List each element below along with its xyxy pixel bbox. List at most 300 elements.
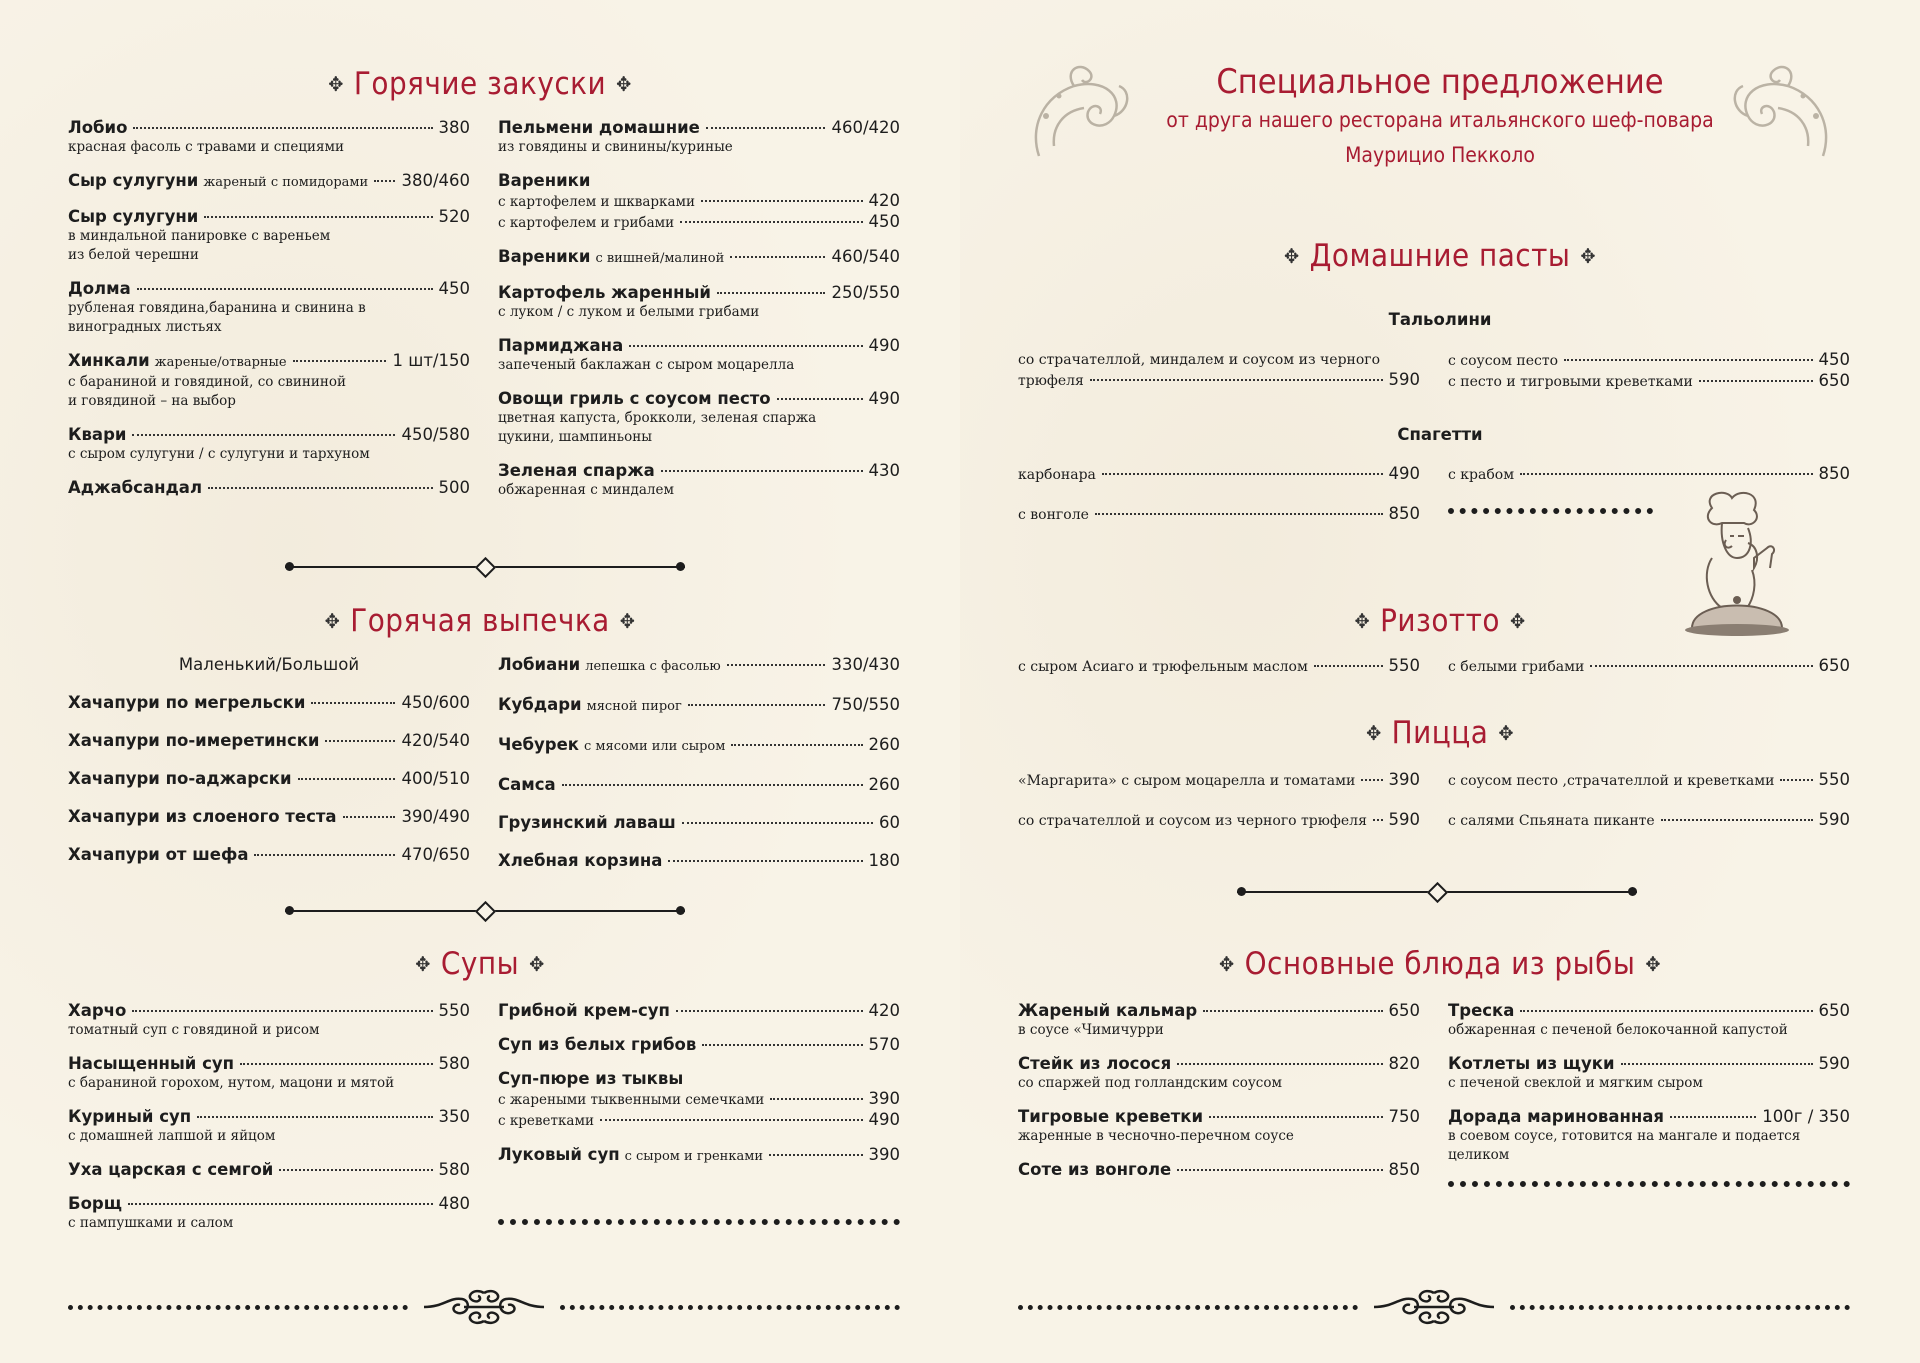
dish-name: с соусом песто [1448,353,1559,369]
menu-item-row [68,118,470,138]
menu-item [1448,350,1850,371]
bakery-column-2 [498,655,900,889]
menu-item-row [1448,1054,1850,1074]
scroll-ornament-icon [424,1287,544,1327]
menu-item-row [68,1001,470,1021]
menu-item-row [68,207,470,227]
dot-leader [1520,1010,1812,1012]
dish-description: целиком [1448,1147,1510,1163]
ornament-icon: ✥ [1284,244,1300,268]
dish-name: Сыр сулугуни [68,171,199,190]
menu-item-row [498,655,900,677]
dot-leader [1661,819,1813,821]
dish-description: рубленая говядина,баранина и свинина в [68,300,366,316]
menu-item-row [498,461,900,481]
dish-price: 390 [1388,770,1420,789]
dish-name: с песто и тигровыми креветками [1448,374,1693,390]
dot-leader [132,434,395,436]
risotto-right [1448,656,1850,677]
variant-name: с картофелем и шкварками [498,194,696,210]
dish-price: 350 [438,1107,470,1126]
menu-item-row [68,478,470,498]
dish-variant [498,1110,900,1131]
dot-leader [1177,1063,1382,1065]
dot-leader [730,256,825,258]
soups-column-2 [498,1001,900,1181]
menu-item-row [498,775,900,795]
soups-column-1 [68,1001,470,1247]
dish-price: 1 шт/150 [392,351,470,370]
menu-item [498,813,900,833]
ornament-icon: ✥ [529,952,545,976]
dot-leader [1373,819,1383,821]
dish-name: Суп-пюре из тыквы [498,1069,684,1088]
dish-note: с вишней/малиной [595,251,725,266]
chef-name: Маурицио Пекколо [1345,143,1535,167]
variant-name: с жареными тыквенными семечками [498,1092,765,1108]
dish-name: Суп из белых грибов [498,1035,697,1054]
tagliolini-left: со страчателлой, миндалем и соусом из черного трюфеля 590 [1018,352,1420,389]
menu-item [68,845,470,865]
menu-item [1448,1054,1850,1093]
dish-price: 380 [438,118,470,137]
hot-snacks-column-2 [498,118,900,514]
dot-leader [770,1098,862,1100]
menu-item-row [68,769,470,789]
ornament-icon: ✥ [1645,952,1661,976]
dot-leader [137,288,433,290]
menu-item-row [1018,1107,1420,1127]
menu-item [68,425,470,464]
dish-price: 650 [1818,371,1850,390]
dish-name: Хлебная корзина [498,851,663,870]
dot-leader [279,1169,432,1171]
menu-item-row [498,1145,900,1167]
menu-item [498,1069,900,1131]
menu-item-row [1018,1001,1420,1021]
dot-leader [240,1063,432,1065]
dish-name: Хачапури по-имеретински [68,731,320,750]
dish-price: 450 [438,279,470,298]
footer-ornament [68,1283,900,1323]
ornament-icon: ✥ [324,609,341,633]
menu-item [68,351,470,411]
dish-price: 570 [868,1035,900,1054]
menu-item [1448,810,1850,831]
menu-item [498,695,900,717]
ornament-icon: ✥ [1509,609,1526,633]
dish-name: Пармиджана [498,336,624,355]
dish-name: Хачапури по мегрельски [68,693,306,712]
dish-price: 750/550 [831,695,900,714]
dish-price: 100г / 350 [1762,1107,1850,1126]
dish-price: 390 [868,1145,900,1164]
menu-item [68,731,470,751]
ornament-icon: ✥ [1366,721,1382,745]
dish-variant [498,191,900,212]
menu-item [498,1145,900,1167]
dish-description: жаренные в чесночно-перечном соусе [1018,1128,1294,1144]
menu-item [68,279,470,337]
dot-leader [777,398,863,400]
dish-name: Соте из вонголе [1018,1160,1172,1179]
menu-item [498,851,900,871]
menu-item [1018,504,1420,525]
menu-item-row [498,1035,900,1055]
dotted-separator [1448,1181,1850,1187]
dish-price: 550 [438,1001,470,1020]
dish-price: 330/430 [831,655,900,674]
section-title-soups: ✥ Супы ✥ [415,946,545,982]
dot-leader [661,470,863,472]
dish-description: со спаржей под голландским соусом [1018,1075,1282,1091]
dot-leader [197,1116,432,1118]
dish-price: 580 [438,1054,470,1073]
menu-item-row [1448,1001,1850,1021]
dish-price: 550 [1818,770,1850,789]
tagliolini-label: Тальолини [1388,310,1492,329]
size-label: Маленький/Большой [178,655,360,674]
dish-price: 420 [868,1001,900,1020]
dish-name: Насыщенный суп [68,1054,235,1073]
dot-leader [562,784,863,786]
menu-item [68,769,470,789]
menu-item [68,171,470,193]
menu-item-row [498,695,900,717]
menu-item-row [498,336,900,356]
menu-item [1448,1001,1850,1040]
dot-leader [706,127,826,129]
dish-price: 490 [868,336,900,355]
section-title-fish: ✥ Основные блюда из рыбы ✥ [1219,946,1661,982]
dish-price: 60 [879,813,900,832]
section-title-bakery: ✥ Горячая выпечка ✥ [324,603,636,639]
menu-item-row [498,283,900,303]
dish-name: с салями Спьяната пиканте [1448,813,1655,829]
dish-note: с мясоми или сыром [584,739,726,754]
menu-item-row [498,389,900,409]
menu-item-row [498,813,900,833]
dish-description: и говядиной – на выбор [68,393,236,409]
menu-item-row [68,1054,470,1074]
dot-leader [1780,779,1812,781]
dish-price: 260 [868,735,900,754]
dish-price: 650 [1818,1001,1850,1020]
dish-name: Борщ [68,1194,122,1213]
dish-name: Хинкали [68,351,150,370]
dish-price: 820 [1388,1054,1420,1073]
dish-price: 470/650 [401,845,470,864]
dish-price: 450 [1818,350,1850,369]
section-title-risotto: ✥ Ризотто ✥ [1354,603,1526,639]
dish-description: томатный суп с говядиной и рисом [68,1022,320,1038]
menu-item [498,1001,900,1021]
ornament-icon: ✥ [328,72,344,96]
dish-name: с крабом [1448,467,1515,483]
dotted-separator [498,1219,900,1225]
dish-name: Куриный суп [68,1107,192,1126]
menu-item [498,336,900,375]
dish-price: 420/540 [401,731,470,750]
footer-ornament [1018,1283,1850,1323]
dish-name: Вареники [498,171,591,190]
dish-price: 490 [868,389,900,408]
menu-item [68,207,470,265]
menu-item [68,1194,470,1233]
dot-leader [1177,1169,1382,1171]
menu-item [1018,464,1420,485]
menu-item [68,118,470,157]
menu-item: с белыми грибами 650 [1448,656,1850,675]
ornament-icon: ✥ [1498,721,1514,745]
dish-price: 580 [438,1160,470,1179]
dot-leader [204,216,432,218]
dish-description: из говядины и свинины/куриные [498,139,733,155]
hot-snacks-column-1 [68,118,470,512]
variant-price: 450 [868,212,900,231]
dish-name: Грибной крем-суп [498,1001,670,1020]
menu-item-row [68,171,470,193]
dish-name: Овощи гриль с соусом песто [498,389,771,408]
section-title-pizza: ✥ Пицца ✥ [1366,715,1514,751]
spaghetti-left [1018,464,1420,544]
dot-leader [629,345,862,347]
bakery-column-1 [68,693,470,883]
dish-description: обжаренная с миндалем [498,482,674,498]
ornament-icon: ✥ [415,952,431,976]
menu-item [498,775,900,795]
menu-item [68,1107,470,1146]
menu-item [498,118,900,157]
dish-note: мясной пирог [586,699,682,714]
dot-leader [769,1154,863,1156]
dish-price: 180 [868,851,900,870]
dish-name: Лобиани [498,655,581,674]
menu-item [1018,1107,1420,1146]
menu-item-row [68,845,470,865]
menu-item [1448,371,1850,392]
dot-leader [132,1010,432,1012]
menu-item [1448,464,1850,485]
dish-price: 480 [438,1194,470,1213]
menu-item [68,1054,470,1093]
dot-leader [682,822,873,824]
dot-leader [133,127,432,129]
dish-variant [498,1089,900,1110]
dish-description: с бараниной горохом, нутом, мацони и мятой [68,1075,395,1091]
dish-description: с домашней лапшой и яйцом [68,1128,276,1144]
dish-description: с бараниной и говядиной, со свининой [68,374,347,390]
dot-leader [128,1203,433,1205]
menu-item [498,247,900,269]
menu-item-row [498,735,900,757]
scroll-ornament-icon [1374,1287,1494,1327]
menu-item [498,655,900,677]
menu-item-row [1018,1160,1420,1180]
dish-description: в соусе «Чимичурри [1018,1022,1164,1038]
dot-leader [668,860,862,862]
dot-leader [702,1044,862,1046]
dish-name: карбонара [1018,467,1096,483]
fish-column-1 [1018,1001,1420,1194]
dot-leader [1095,513,1383,515]
dish-name: Дорада маринованная [1448,1107,1665,1126]
fish-column-2 [1448,1001,1850,1179]
dish-description: виноградных листьях [68,319,222,335]
dish-description: красная фасоль с травами и специями [68,139,345,155]
menu-item-row [68,279,470,299]
dish-name: Хачапури из слоеного теста [68,807,337,826]
dish-name: Квари [68,425,127,444]
menu-item-row [498,171,900,191]
dish-note: жареные/отварные [154,355,287,370]
dish-price: 750 [1388,1107,1420,1126]
dish-name: Треска [1448,1001,1515,1020]
dish-description: запеченый баклажан с сыром моцарелла [498,357,795,373]
dish-name: Лобио [68,118,128,137]
dish-note: жареный с помидорами [203,175,369,190]
dish-price: 430 [868,461,900,480]
menu-item-row [68,693,470,713]
variant-price: 420 [868,191,900,210]
dotted-separator [1448,508,1653,514]
dot-leader [208,487,432,489]
dot-leader [600,1119,863,1121]
dish-name: Аджабсандал [68,478,203,497]
menu-item [1448,1107,1850,1165]
menu-item [498,1035,900,1055]
dish-price: 250/550 [831,283,900,302]
variant-price: 390 [868,1089,900,1108]
dot-leader [298,778,396,780]
menu-item [498,461,900,500]
dish-name: Стейк из лосося [1018,1054,1172,1073]
dot-leader [1102,473,1383,475]
menu-item [68,1160,470,1180]
dish-name: Жареный кальмар [1018,1001,1198,1020]
special-offer-title: Специальное предложение [1216,62,1664,102]
dot-leader [343,816,396,818]
menu-item [498,735,900,757]
menu-item-row [68,807,470,827]
variant-name: с креветками [498,1113,594,1129]
dot-leader [374,180,395,182]
menu-item [498,389,900,447]
dish-price: 590 [1818,1054,1850,1073]
section-divider [285,904,685,918]
dish-name: Самса [498,775,556,794]
dish-price: 390/490 [401,807,470,826]
dish-variant [498,212,900,233]
dish-price: 450/580 [401,425,470,444]
section-title-pasta: ✥ Домашние пасты ✥ [1284,238,1596,274]
dot-leader [717,292,825,294]
dish-name: Котлеты из щуки [1448,1054,1615,1073]
menu-item [1018,1054,1420,1093]
ornament-icon: ✥ [1219,952,1235,976]
menu-item-row [1018,1054,1420,1074]
dish-price: 850 [1388,1160,1420,1179]
variant-name: с картофелем и грибами [498,215,675,231]
dot-leader [727,664,826,666]
dish-price: 590 [1388,810,1420,829]
variant-price: 490 [868,1110,900,1129]
dot-leader [1699,380,1813,382]
menu-item [498,283,900,322]
dish-name: Чебурек [498,735,580,754]
menu-item-row [498,247,900,269]
dish-name: с вонголе [1018,507,1089,523]
dish-description: в миндальной панировке с вареньем [68,228,331,244]
menu-item [68,478,470,498]
dish-description: обжаренная с печеной белокочанной капустой [1448,1022,1788,1038]
dish-name: Харчо [68,1001,127,1020]
pizza-right [1448,770,1850,850]
menu-item-row [498,1069,900,1089]
menu-item-row [68,425,470,445]
dot-leader [325,740,395,742]
menu-item [1018,810,1420,831]
dish-price: 650 [1388,1001,1420,1020]
menu-item [1448,770,1850,791]
dish-name: Долма [68,279,131,298]
dot-leader [701,200,862,202]
dish-description: цукини, шампиньоны [498,429,652,445]
menu-item [1018,1160,1420,1180]
menu-item-row [68,1107,470,1127]
dish-description: из белой черешни [68,247,199,263]
dish-price: 260 [868,775,900,794]
dish-name: Зеленая спаржа [498,461,655,480]
dish-description: цветная капуста, брокколи, зеленая спаржа [498,410,817,426]
dish-name: Кубдари [498,695,582,714]
dish-name: Картофель жаренный [498,283,711,302]
dish-name: Уха царская с семгой [68,1160,274,1179]
dish-name: Сыр сулугуни [68,207,199,226]
dish-price: 450/600 [401,693,470,712]
dish-price: 460/540 [831,247,900,266]
menu-item-row [68,351,470,373]
dish-name: Тигровые креветки [1018,1107,1204,1126]
menu-item [68,693,470,713]
dish-price: 590 [1818,810,1850,829]
ornament-icon: ✥ [616,72,632,96]
menu-item-row [68,1160,470,1180]
dot-leader [680,221,862,223]
menu-item [1018,770,1420,791]
right-page [960,0,1920,1363]
dot-leader [1203,1010,1382,1012]
dish-description: в соевом соусе, готовится на мангале и подается [1448,1128,1801,1144]
risotto-left [1018,656,1420,677]
section-divider [1237,885,1637,899]
menu-item [68,1001,470,1040]
dish-price: 850 [1388,504,1420,523]
menu-item-row [498,851,900,871]
dish-name: Хачапури от шефа [68,845,249,864]
menu-item-row [68,731,470,751]
dish-description: с пампушками и салом [68,1215,234,1231]
dish-price: 500 [438,478,470,497]
dish-name: со страчателлой и соусом из черного трюфеля [1018,813,1367,829]
dish-price: 380/460 [401,171,470,190]
pizza-left [1018,770,1420,850]
dot-leader [731,744,862,746]
menu-item [498,171,900,233]
dish-description: с сыром сулугуни / с сулугуни и тархуном [68,446,370,462]
dot-leader [1621,1063,1813,1065]
dish-name: Вареники [498,247,591,266]
